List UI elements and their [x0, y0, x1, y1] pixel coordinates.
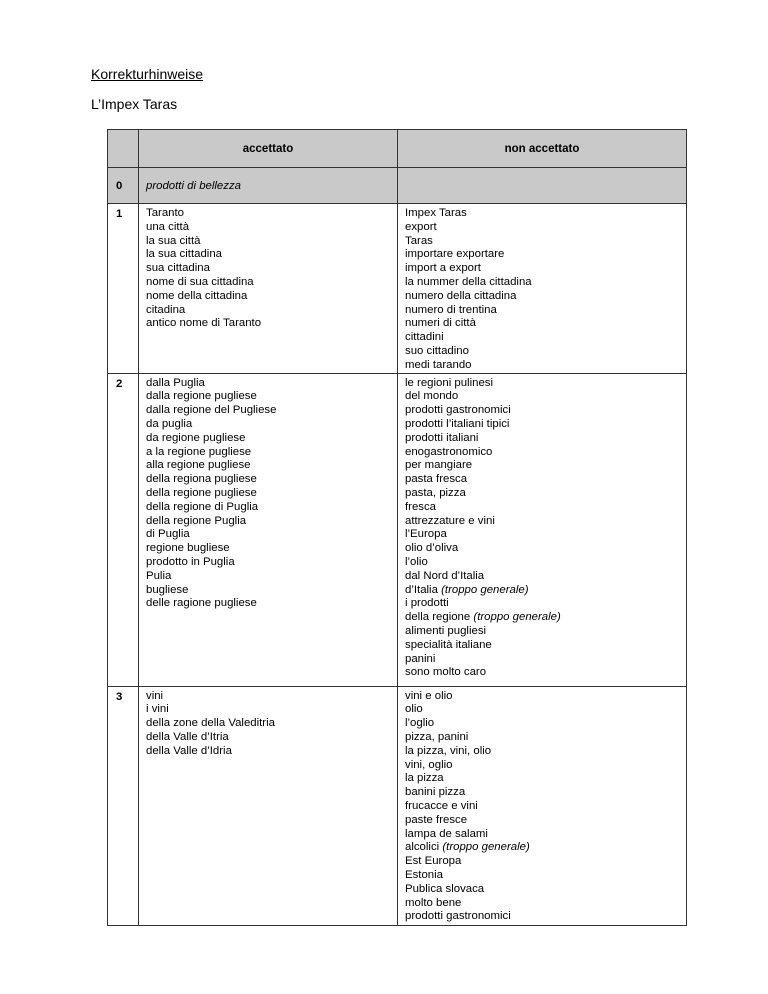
not-accepted-answer	[405, 841, 686, 855]
answer-text: vini, oglio	[405, 758, 453, 771]
accepted-answer	[146, 304, 397, 318]
answer-text: specialità italiane	[405, 638, 492, 651]
accepted-answer	[146, 473, 397, 487]
not-accepted-cell	[398, 168, 687, 204]
accepted-answer	[146, 432, 397, 446]
answer-text: Publica slovaca	[405, 882, 485, 895]
table-row	[108, 686, 687, 925]
not-accepted-answer	[405, 432, 686, 446]
accepted-answer	[146, 528, 397, 542]
answer-text: citadina	[146, 303, 186, 316]
accepted-answer	[146, 487, 397, 501]
not-accepted-answer	[405, 828, 686, 842]
answer-text: nome di sua cittadina	[146, 275, 254, 288]
not-accepted-answer	[405, 772, 686, 786]
accepted-answer	[146, 446, 397, 460]
not-accepted-answer	[405, 814, 686, 828]
answer-text: la sua città	[146, 234, 201, 247]
not-accepted-answer	[405, 786, 686, 800]
answer-text: numero della cittadina	[405, 289, 517, 302]
not-accepted-answer	[405, 515, 686, 529]
document-subtitle: L’Impex Taras	[91, 96, 178, 112]
not-accepted-answer	[405, 345, 686, 359]
answer-text: la pizza, vini, olio	[405, 744, 492, 757]
accepted-answer	[146, 221, 397, 235]
accepted-list	[139, 374, 397, 612]
accepted-answer	[146, 703, 397, 717]
not-accepted-answer	[405, 717, 686, 731]
not-accepted-cell	[398, 373, 687, 686]
answer-text: bugliese	[146, 583, 189, 596]
answer-text: dalla regione del Pugliese	[146, 404, 277, 417]
answer-text: numeri di città	[405, 317, 476, 330]
answer-text: della Valle d’Itria	[146, 730, 229, 743]
answer-text: la nummer della cittadina	[405, 275, 532, 288]
not-accepted-answer	[405, 855, 686, 869]
accepted-answer	[146, 717, 397, 731]
answer-text: una città	[146, 220, 190, 233]
answer-text: vini e olio	[405, 689, 453, 702]
answer-text: pasta, pizza	[405, 486, 466, 499]
accepted-answer	[146, 290, 397, 304]
answer-text: la sua cittadina	[146, 248, 222, 261]
answer-note: (troppo generale)	[473, 611, 561, 624]
not-accepted-answer	[405, 625, 686, 639]
answer-text: Pulia	[146, 569, 172, 582]
answer-text: la pizza	[405, 772, 444, 785]
answer-text: pasta fresca	[405, 473, 468, 486]
answer-text: medi tarando	[405, 358, 472, 371]
table-row	[108, 204, 687, 374]
answer-text: prodotti gastronomici	[405, 404, 511, 417]
answer-text: Estonia	[405, 868, 443, 881]
answer-text: della regione	[405, 611, 471, 624]
answer-text: importare exportare	[405, 248, 505, 261]
not-accepted-answer	[405, 570, 686, 584]
accepted-answer	[146, 745, 397, 759]
table-row	[108, 168, 687, 204]
row-number: 0	[108, 168, 139, 204]
answer-text: Taranto	[146, 207, 184, 219]
not-accepted-answer	[405, 528, 686, 542]
not-accepted-answer	[405, 584, 686, 598]
answer-text: regione bugliese	[146, 542, 230, 555]
not-accepted-answer	[405, 276, 686, 290]
page-heading: Korrekturhinweise	[91, 66, 204, 82]
not-accepted-answer	[405, 690, 686, 704]
not-accepted-answer	[405, 317, 686, 331]
answer-text: prodotto in Puglia	[146, 555, 235, 568]
not-accepted-answer	[405, 377, 686, 391]
answer-text: olio d’oliva	[405, 542, 459, 555]
answer-note: (troppo generale)	[441, 583, 529, 596]
header-number-cell	[108, 130, 139, 168]
answer-text: numero di trentina	[405, 303, 497, 316]
not-accepted-answer	[405, 248, 686, 262]
not-accepted-answer	[405, 556, 686, 570]
answer-text: i vini	[146, 703, 169, 716]
table-header-row	[108, 130, 687, 168]
not-accepted-answer	[405, 731, 686, 745]
answer-text: panini	[405, 652, 436, 665]
not-accepted-answer	[405, 418, 686, 432]
answer-text: alcolici	[405, 841, 440, 854]
not-accepted-answer	[405, 359, 686, 373]
table-row	[108, 373, 687, 686]
answer-text: della zone della Valeditria	[146, 717, 275, 730]
answer-text: delle ragione pugliese	[146, 597, 257, 610]
not-accepted-answer	[405, 897, 686, 911]
answer-text: suo cittadino	[405, 344, 469, 357]
accepted-answer	[146, 501, 397, 515]
answer-text: Taras	[405, 234, 433, 247]
answer-text: da regione pugliese	[146, 431, 246, 444]
accepted-answer	[146, 597, 397, 611]
header-accepted: accettato	[139, 130, 398, 168]
not-accepted-answer	[405, 869, 686, 883]
accepted-list	[139, 687, 397, 759]
answer-text: dalla regione pugliese	[146, 390, 257, 403]
answer-text: Est Europa	[405, 855, 462, 868]
not-accepted-cell	[398, 204, 687, 374]
row-number: 3	[116, 690, 123, 703]
accepted-answer	[146, 317, 397, 331]
not-accepted-list	[398, 204, 686, 373]
not-accepted-answer	[405, 597, 686, 611]
row-number: 2	[116, 377, 123, 390]
answer-text: dalla Puglia	[146, 376, 205, 389]
answer-text: vini	[146, 689, 164, 702]
not-accepted-answer	[405, 235, 686, 249]
not-accepted-answer	[405, 653, 686, 667]
accepted-answer	[146, 390, 397, 404]
answer-text: l’Europa	[405, 528, 447, 541]
answer-text: frucacce e vini	[405, 799, 478, 812]
accepted-cell	[139, 373, 398, 686]
answer-text: alimenti pugliesi	[405, 624, 487, 637]
answer-text: attrezzature e vini	[405, 514, 495, 527]
answer-text: nome della cittadina	[146, 289, 248, 302]
accepted-cell	[139, 686, 398, 925]
accepted-answer	[146, 207, 397, 221]
row-number-cell	[108, 373, 139, 686]
not-accepted-answer	[405, 910, 686, 924]
answer-text: molto bene	[405, 896, 462, 909]
accepted-answer	[146, 262, 397, 276]
answer-text: della regiona pugliese	[146, 473, 257, 486]
answer-text: sono molto caro	[405, 666, 487, 679]
not-accepted-answer	[405, 304, 686, 318]
row-number: 1	[116, 208, 123, 220]
answer-text: Impex Taras	[405, 207, 467, 219]
not-accepted-answer	[405, 404, 686, 418]
answer-text: le regioni pulinesi	[405, 376, 494, 389]
accepted-answer	[146, 584, 397, 598]
not-accepted-answer	[405, 390, 686, 404]
answer-text: del mondo	[405, 390, 459, 403]
not-accepted-cell	[398, 686, 687, 925]
accepted-answer	[146, 542, 397, 556]
answer-text: per mangiare	[405, 459, 473, 472]
not-accepted-answer	[405, 745, 686, 759]
answer-text: enogastronomico	[405, 445, 493, 458]
answer-text: lampa de salami	[405, 827, 488, 840]
row-number-cell	[108, 686, 139, 925]
answer-text: fresca	[405, 500, 437, 513]
accepted-answer	[146, 690, 397, 704]
answer-text: pizza, panini	[405, 730, 469, 743]
not-accepted-answer	[405, 883, 686, 897]
answer-text: antico nome di Taranto	[146, 317, 262, 330]
accepted-answer	[146, 515, 397, 529]
answer-text: d’Italia	[405, 583, 438, 596]
answer-text: prodotti italiani	[405, 431, 479, 444]
answer-text: della regione pugliese	[146, 486, 257, 499]
accepted-answer	[146, 276, 397, 290]
answer-text: della Valle d’Idria	[146, 744, 232, 757]
answer-text: import a export	[405, 262, 481, 275]
not-accepted-list	[398, 687, 686, 925]
answer-text: paste fresce	[405, 813, 468, 826]
not-accepted-answer	[405, 666, 686, 680]
not-accepted-answer	[405, 473, 686, 487]
accepted-answer	[146, 377, 397, 391]
not-accepted-answer	[405, 800, 686, 814]
accepted-answer	[146, 459, 397, 473]
not-accepted-answer	[405, 207, 686, 221]
accepted-answer	[146, 235, 397, 249]
header-not-accepted: non accettato	[398, 130, 687, 168]
not-accepted-answer	[405, 262, 686, 276]
answer-text: prodotti gastronomici	[405, 910, 511, 923]
answer-text: prodotti l’italiani tipici	[405, 417, 510, 430]
answer-text: l’olio	[405, 555, 428, 568]
answer-text: a la regione pugliese	[146, 445, 252, 458]
accepted-answer	[146, 404, 397, 418]
accepted-answer: prodotti di bellezza	[139, 168, 398, 204]
not-accepted-answer	[405, 542, 686, 556]
answer-text: cittadini	[405, 331, 444, 344]
not-accepted-answer	[405, 487, 686, 501]
accepted-list	[139, 204, 397, 331]
row-number-cell	[108, 204, 139, 374]
answer-text: di Puglia	[146, 528, 190, 541]
not-accepted-answer	[405, 221, 686, 235]
not-accepted-answer	[405, 501, 686, 515]
accepted-answer	[146, 570, 397, 584]
answer-text: olio	[405, 703, 423, 716]
answer-note: (troppo generale)	[442, 841, 530, 854]
answer-text: alla regione pugliese	[146, 459, 251, 472]
accepted-answer	[146, 418, 397, 432]
answer-text: sua cittadina	[146, 262, 210, 275]
not-accepted-answer	[405, 639, 686, 653]
not-accepted-list	[398, 374, 686, 681]
not-accepted-answer	[405, 331, 686, 345]
answer-text: l’oglio	[405, 717, 435, 730]
answer-text: banini pizza	[405, 786, 466, 799]
answer-text: da puglia	[146, 417, 193, 430]
not-accepted-answer	[405, 703, 686, 717]
answer-text: export	[405, 220, 437, 233]
answer-text: dal Nord d’Italia	[405, 569, 485, 582]
not-accepted-answer	[405, 290, 686, 304]
not-accepted-answer	[405, 446, 686, 460]
not-accepted-answer	[405, 759, 686, 773]
accepted-answer	[146, 248, 397, 262]
answer-text: i prodotti	[405, 597, 449, 610]
answer-text: della regione di Puglia	[146, 500, 259, 513]
not-accepted-answer	[405, 611, 686, 625]
accepted-answer	[146, 556, 397, 570]
accepted-answer	[146, 731, 397, 745]
accepted-cell	[139, 204, 398, 374]
answers-table	[107, 129, 687, 926]
answer-text: della regione Puglia	[146, 514, 247, 527]
not-accepted-answer	[405, 459, 686, 473]
